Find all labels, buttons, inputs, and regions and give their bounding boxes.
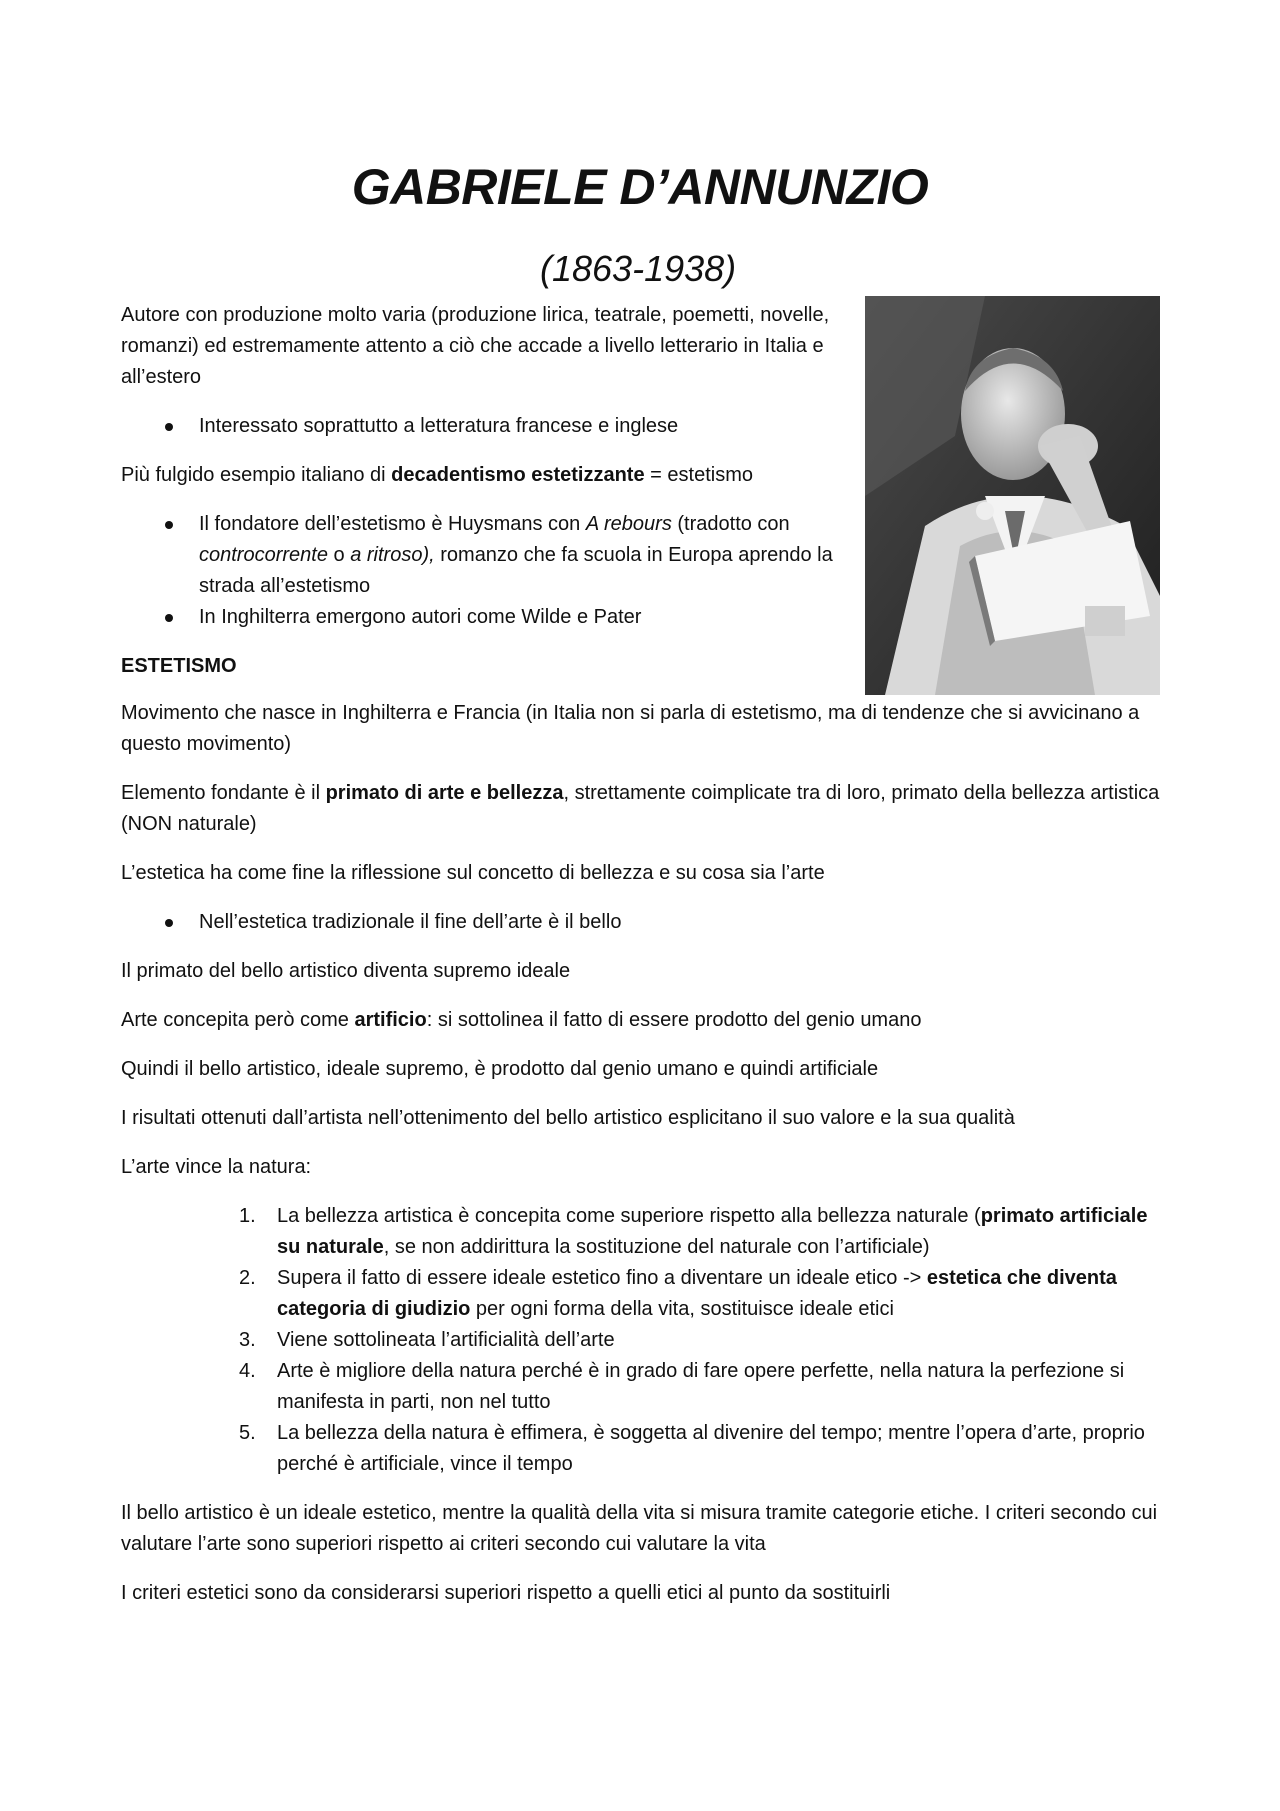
arte-paragraph: Arte concepita però come artificio: si sottolinea il fatto di essere prodotto del genio umano xyxy=(121,1009,922,1031)
decadentismo-paragraph: Più fulgido esempio italiano di decadentismo estetizzante = estetismo xyxy=(121,464,753,486)
numbered-item: 2. Supera il fatto di essere ideale estetico fino a diventare un ideale etico -> estetica che diventa categoria di giudizio per ogni forma della vita, sostituisce ideale etici xyxy=(121,1263,1161,1325)
item-number: 4. xyxy=(239,1360,256,1382)
item-number: 2. xyxy=(239,1267,256,1289)
vince-paragraph: L’arte vince la natura: xyxy=(121,1156,312,1178)
numbered-item: 1. La bellezza artistica è concepita come superiore rispetto alla bellezza naturale (primato artificiale su naturale, se non addirittura la sostituzione del naturale con l’artificiale) xyxy=(121,1201,1161,1263)
bullet-icon xyxy=(165,614,173,622)
estetica-paragraph: L’estetica ha come fine la riflessione sul concetto di bellezza e su cosa sia l’arte xyxy=(121,862,825,884)
item-number: 3. xyxy=(239,1329,256,1351)
item-number: 5. xyxy=(239,1422,256,1444)
bullet-icon xyxy=(165,521,173,529)
list-item: In Inghilterra emergono autori come Wilde e Pater xyxy=(121,602,859,633)
estetica-bullet-list xyxy=(121,907,1161,938)
bullet-icon xyxy=(165,919,173,927)
intro-paragraph: Autore con produzione molto varia (produzione lirica, teatrale, poemetti, novelle, romanzi) ed estremamente attento a ciò che accade a livello letterario in Italia e all’estero xyxy=(121,304,830,388)
bullet-icon xyxy=(165,423,173,431)
section-heading: ESTETISMO xyxy=(121,655,237,677)
numbered-item: 4. Arte è migliore della natura perché è in grado di fare opere perfette, nella natura la perfezione si manifesta in parti, non nel tutto xyxy=(121,1356,1161,1418)
estetismo-origins-list xyxy=(121,509,1161,633)
primato-paragraph: Il primato del bello artistico diventa supremo ideale xyxy=(121,960,571,982)
movimento-paragraph: Movimento che nasce in Inghilterra e Francia (in Italia non si parla di estetismo, ma di tendenze che si avvicinano a questo movimento) xyxy=(121,702,1140,755)
list-item: Il fondatore dell’estetismo è Huysmans con A rebours (tradotto con controcorrente o a ritroso), romanzo che fa scuola in Europa aprendo la strada all’estetismo xyxy=(121,509,859,602)
page-title: GABRIELE D’ANNUNZIO xyxy=(351,159,929,215)
intro-bullet-list xyxy=(121,411,1161,442)
risultati-paragraph: I risultati ottenuti dall’artista nell’ottenimento del bello artistico esplicitano il suo valore e la sua qualità xyxy=(121,1107,1015,1129)
list-item: Nell’estetica tradizionale il fine dell’arte è il bello xyxy=(121,907,1161,938)
bello-paragraph: Il bello artistico è un ideale estetico, mentre la qualità della vita si misura tramite categorie etiche. I criteri secondo cui valutare l’arte sono superiori rispetto ai criteri secondo cui valutare la vita xyxy=(121,1502,1158,1555)
life-dates: (1863-1938) xyxy=(540,248,737,289)
item-number: 1. xyxy=(239,1205,256,1227)
numbered-item: 5. La bellezza della natura è effimera, è soggetta al divenire del tempo; mentre l’opera d’arte, proprio perché è artificiale, vince il tempo xyxy=(121,1418,1161,1480)
numbered-item: 3. Viene sottolineata l’artificialità dell’arte xyxy=(121,1325,1161,1356)
quindi-paragraph: Quindi il bello artistico, ideale supremo, è prodotto dal genio umano e quindi artificiale xyxy=(121,1058,879,1080)
document-body xyxy=(121,300,1161,1627)
elemento-paragraph: Elemento fondante è il primato di arte e bellezza, strettamente coimplicate tra di loro, primato della bellezza artistica (NON naturale) xyxy=(121,782,1160,835)
numbered-list xyxy=(121,1201,1161,1480)
criteri-paragraph: I criteri estetici sono da considerarsi superiori rispetto a quelli etici al punto da sostituirli xyxy=(121,1582,891,1604)
list-item: Interessato soprattutto a letteratura francese e inglese xyxy=(121,411,859,442)
